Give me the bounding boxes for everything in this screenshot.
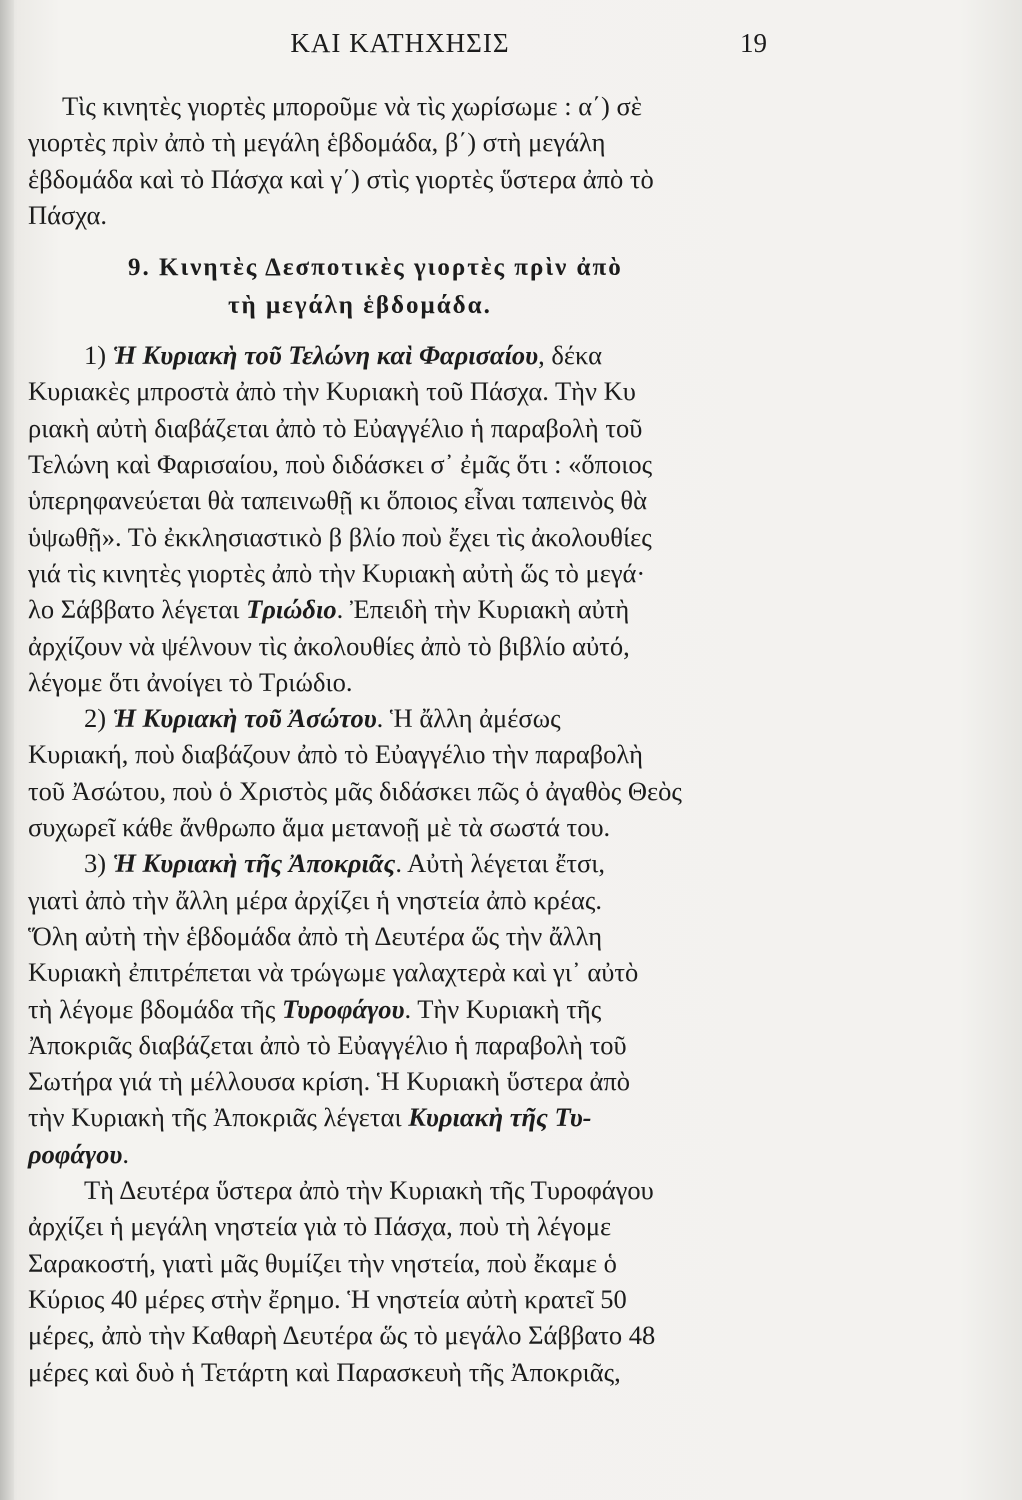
text-fragment: . Ἐπειδὴ τὴν Κυριακὴ αὐτὴ bbox=[336, 594, 630, 625]
text-line bbox=[28, 1099, 793, 1135]
paragraph-prodigal bbox=[28, 700, 793, 845]
text-fragment: , δέκα bbox=[538, 340, 602, 371]
item-title: Ἡ Κυριακὴ τοῦ Ἀσώτου bbox=[112, 703, 377, 734]
item-number: 1) bbox=[84, 340, 113, 371]
text-fragment: . bbox=[122, 1138, 129, 1169]
text-line bbox=[28, 700, 793, 736]
text-line: ριακὴ αὐτὴ διαβάζεται ἀπὸ τὸ Εὐαγγέλιο ἡ παραβολὴ τοῦ bbox=[28, 412, 643, 443]
item-title: Ἡ Κυριακὴ τοῦ Τελώνη καὶ Φαρισαίου bbox=[112, 340, 539, 371]
page-number: 19 bbox=[740, 28, 767, 58]
text-line: Κυριακὲς μπροστὰ ἀπὸ τὴν Κυριακὴ τοῦ Πάσχα. Τὴν Κυ bbox=[28, 376, 636, 407]
emphasized-term: Τριώδιο bbox=[246, 594, 337, 625]
text-line: Ὅλη αὐτὴ τὴν ἑβδομάδα ἀπὸ τὴ Δευτέρα ὥς τὴν ἄλλη bbox=[28, 920, 603, 951]
text-fragment: τὴν Κυριακὴ τῆς Ἀποκριᾶς λέγεται bbox=[28, 1102, 409, 1133]
text-line: ἑβδομάδα καὶ τὸ Πάσχα καὶ γ΄) στὶς γιορτὲς ὕστερα ἀπὸ τὸ bbox=[28, 163, 654, 194]
item-title: Ἡ Κυριακὴ τῆς Ἀποκριᾶς bbox=[112, 848, 396, 879]
text-line: Τὶς κινητὲς γιορτὲς μποροῦμε νὰ τὶς χωρίσωμε : α΄) σὲ bbox=[62, 91, 642, 121]
text-line: Πάσχα. bbox=[28, 199, 107, 230]
text-fragment: . Τὴν Κυριακὴ τῆς bbox=[404, 993, 602, 1024]
running-head: ΚΑΙ ΚΑΤΗΧΗΣΙΣ bbox=[290, 28, 510, 58]
text-line: Τὴ Δευτέρα ὕστερα ἀπὸ τὴν Κυριακὴ τῆς Τυροφάγου bbox=[84, 1175, 654, 1206]
item-number: 3) bbox=[84, 848, 113, 879]
page-binding-edge bbox=[0, 0, 14, 1500]
text-line: Κύριος 40 μέρες στὴν ἔρημο. Ἡ νηστεία αὐτὴ κρατεῖ 50 bbox=[28, 1283, 627, 1314]
text-line: συχωρεῖ κάθε ἄνθρωπο ἅμα μετανοῇ μὲ τὰ σωστά του. bbox=[28, 812, 611, 843]
text-line: γιορτὲς πρὶν ἀπὸ τὴ μεγάλη ἑβδομάδα, β΄) στὴ μεγάλη bbox=[28, 127, 606, 158]
paragraph-apokrias bbox=[28, 845, 793, 1172]
text-line: ὑπερηφανεύεται θὰ ταπεινωθῇ κι ὅποιος εἶναι ταπεινὸς θὰ bbox=[28, 485, 647, 516]
text-line: Σωτήρα γιά τὴ μέλλουσα κρίση. Ἡ Κυριακὴ ὕστερα ἀπὸ bbox=[28, 1066, 631, 1097]
page-body bbox=[28, 88, 793, 1390]
text-line: γιά τὶς κινητὲς γιορτὲς ἀπὸ τὴν Κυριακὴ αὐτὴ ὥς τὸ μεγά· bbox=[28, 557, 646, 588]
text-line: Σαρακοστή, γιατὶ μᾶς θυμίζει τὴν νηστεία, ποὺ ἔκαμε ὁ bbox=[28, 1247, 617, 1278]
text-line: ὑψωθῇ». Τὸ ἐκκλησιαστικὸ β βλίο ποὺ ἔχει τὶς ἀκολουθίες bbox=[28, 521, 652, 552]
text-line: Τελώνη καὶ Φαρισαίου, ποὺ διδάσκει σ᾿ ἐμᾶς ὅτι : «ὅποιος bbox=[28, 449, 653, 480]
text-line: Κυριακὴ ἐπιτρέπεται νὰ τρώγωμε γαλαχτερὰ καὶ γι᾿ αὐτὸ bbox=[28, 957, 639, 988]
section-heading: 9. Κινητὲς Δεσποτικὲς γιορτὲς πρὶν ἀπὸ bbox=[128, 254, 623, 282]
page-header bbox=[0, 28, 1022, 68]
text-line bbox=[28, 337, 793, 373]
text-line: Ἀποκριᾶς διαβάζεται ἀπὸ τὸ Εὐαγγέλιο ἡ παραβολὴ τοῦ bbox=[28, 1029, 627, 1060]
text-fragment: τὴ λέγομε βδομάδα τῆς bbox=[28, 993, 282, 1024]
text-fragment: . Ἡ ἄλλη ἀμέσως bbox=[376, 703, 561, 734]
text-line: ἀρχίζει ἡ μεγάλη νηστεία γιὰ τὸ Πάσχα, ποὺ τὴ λέγομε bbox=[28, 1211, 612, 1242]
text-line bbox=[28, 1136, 793, 1172]
emphasized-term: Κυριακὴ τῆς Τυ- bbox=[408, 1102, 592, 1133]
text-line: μέρες, ἀπὸ τὴν Καθαρὴ Δευτέρα ὥς τὸ μεγάλο Σάββατο 48 bbox=[28, 1320, 656, 1351]
text-line: λέγομε ὅτι ἀνοίγει τὸ Τριώδιο. bbox=[28, 666, 353, 697]
text-line: μέρες καὶ δυὸ ἡ Τετάρτη καὶ Παρασκευὴ τῆς Ἀποκριᾶς, bbox=[28, 1356, 621, 1387]
paragraph-tax-collector bbox=[28, 337, 793, 700]
text-line bbox=[28, 591, 793, 627]
emphasized-term: Τυροφάγου bbox=[281, 993, 405, 1024]
text-line bbox=[28, 991, 793, 1027]
paragraph-lent bbox=[28, 1172, 793, 1390]
item-number: 2) bbox=[84, 703, 113, 734]
text-line: Κυριακή, ποὺ διαβάζουν ἀπὸ τὸ Εὐαγγέλιο τὴν παραβολὴ bbox=[28, 739, 644, 770]
text-fragment: λο Σάββατο λέγεται bbox=[28, 594, 247, 625]
text-fragment: . Αὐτὴ λέγεται ἔτσι, bbox=[395, 848, 606, 879]
text-line bbox=[28, 845, 793, 881]
text-line: τοῦ Ἀσώτου, ποὺ ὁ Χριστὸς μᾶς διδάσκει πῶς ὁ ἀγαθὸς Θεὸς bbox=[28, 775, 682, 806]
intro-paragraph bbox=[28, 88, 793, 233]
text-line: γιατὶ ἀπὸ τὴν ἄλλη μέρα ἀρχίζει ἡ νηστεία ἀπὸ κρέας. bbox=[28, 884, 603, 915]
text-line: ἀρχίζουν νὰ ψέλνουν τὶς ἀκολουθίες ἀπὸ τὸ βιβλίο αὐτό, bbox=[28, 630, 630, 661]
emphasized-term: ροφάγου bbox=[28, 1138, 123, 1169]
section-heading-continued: τὴ μεγάλη ἑβδομάδα. bbox=[228, 292, 492, 320]
